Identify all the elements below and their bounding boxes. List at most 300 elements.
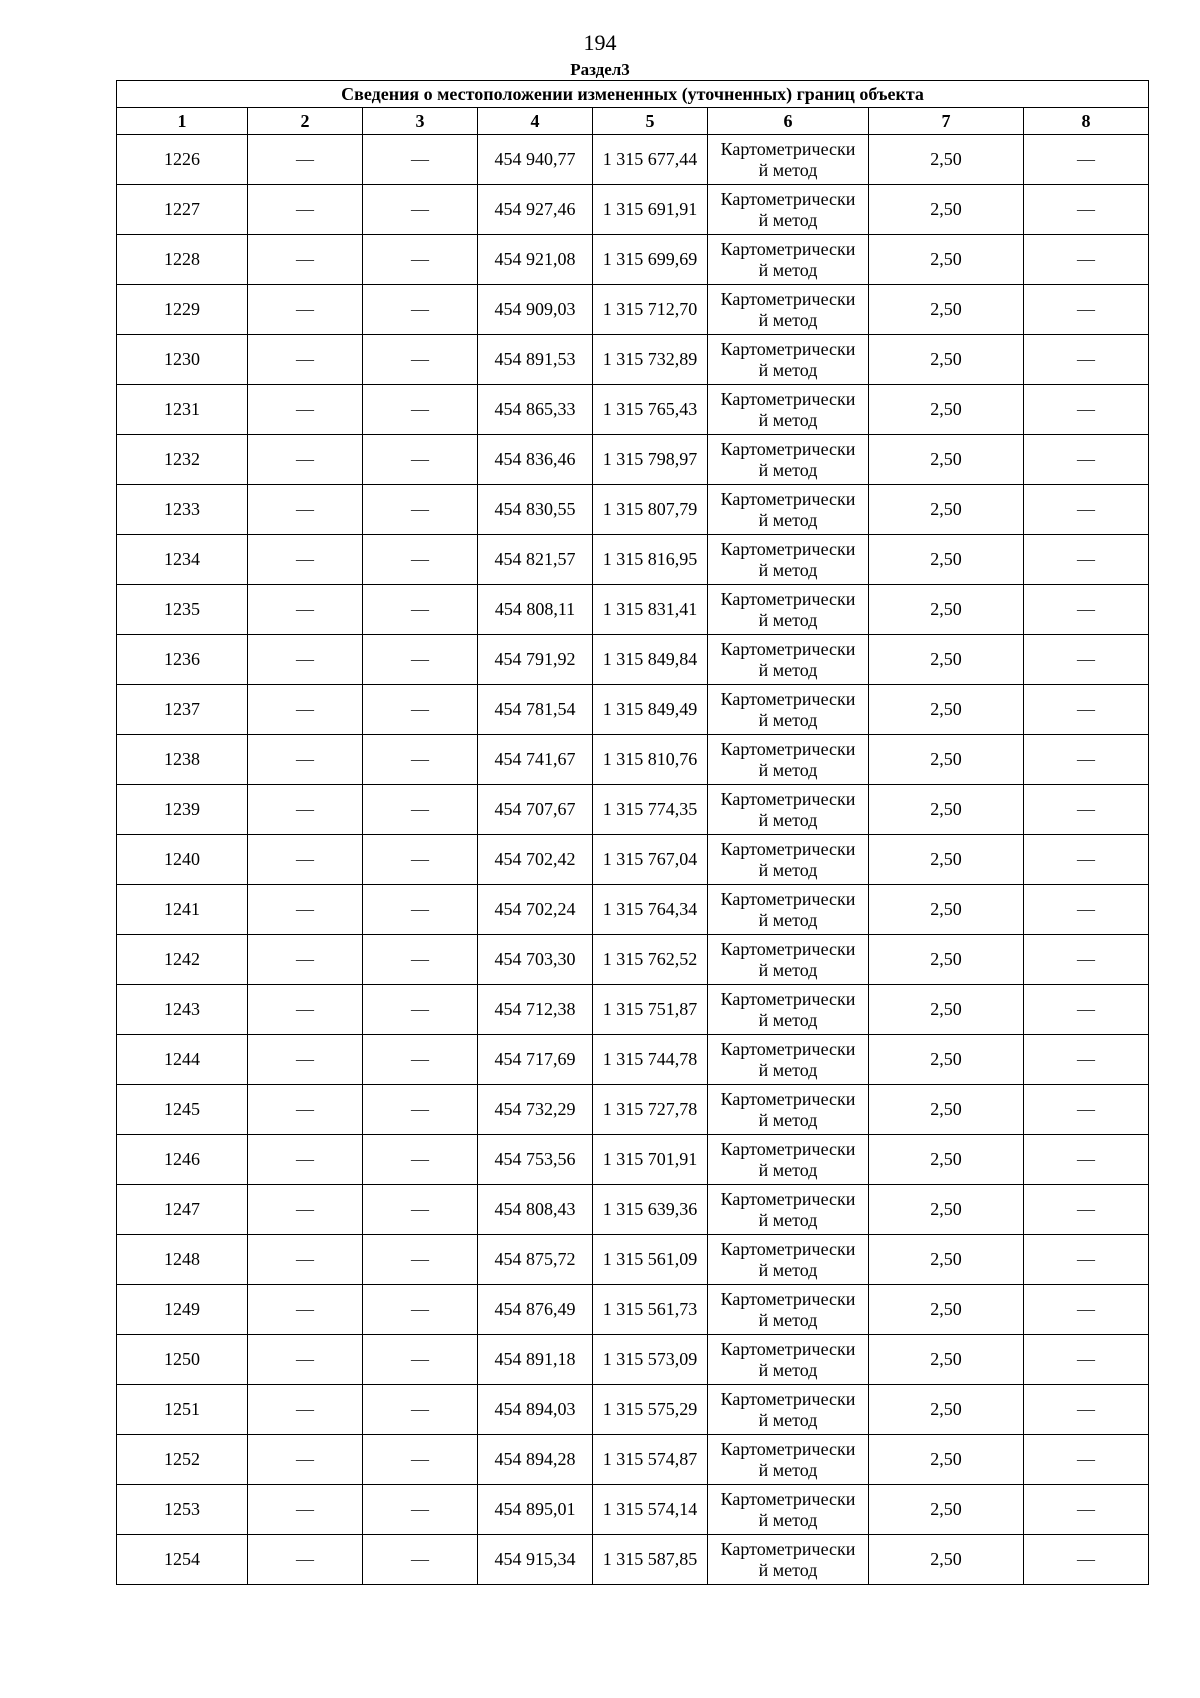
coordinate-y-cell: 1 315 561,09 [593,1235,708,1285]
column-3-cell: — [363,735,478,785]
table-row [117,435,1149,485]
method-line-1: Картометрически [720,838,856,859]
coordinate-x-cell: 454 808,11 [478,585,593,635]
column-number-header: 1 [117,108,248,135]
coordinate-x-cell: 454 753,56 [478,1135,593,1185]
column-8-cell: — [1024,1535,1149,1585]
method-line-1: Картометрически [720,288,856,309]
method-cell [708,585,869,635]
coordinate-x-cell: 454 891,18 [478,1335,593,1385]
table-row [117,1135,1149,1185]
method-cell [708,985,869,1035]
column-2-cell: — [248,1185,363,1235]
coordinate-y-cell: 1 315 744,78 [593,1035,708,1085]
coordinate-x-cell: 454 921,08 [478,235,593,285]
column-2-cell: — [248,985,363,1035]
column-8-cell: — [1024,185,1149,235]
table-row [117,1535,1149,1585]
column-3-cell: — [363,1135,478,1185]
method-cell [708,185,869,235]
column-2-cell: — [248,435,363,485]
column-3-cell: — [363,1035,478,1085]
column-8-cell: — [1024,935,1149,985]
coordinate-x-cell: 454 940,77 [478,135,593,185]
method-line-1: Картометрически [720,938,856,959]
method-line-1: Картометрически [720,438,856,459]
coordinate-x-cell: 454 717,69 [478,1035,593,1085]
column-8-cell: — [1024,1035,1149,1085]
accuracy-cell: 2,50 [869,435,1024,485]
method-line-1: Картометрически [720,1088,856,1109]
coordinate-x-cell: 454 830,55 [478,485,593,535]
coordinate-x-cell: 454 703,30 [478,935,593,985]
method-line-2: й метод [758,259,818,280]
coordinate-y-cell: 1 315 587,85 [593,1535,708,1585]
method-line-2: й метод [758,509,818,530]
method-line-1: Картометрически [720,1038,856,1059]
column-2-cell: — [248,1135,363,1185]
accuracy-cell: 2,50 [869,1485,1024,1535]
coordinate-y-cell: 1 315 691,91 [593,185,708,235]
column-8-cell: — [1024,385,1149,435]
coordinate-x-cell: 454 712,38 [478,985,593,1035]
column-2-cell: — [248,1035,363,1085]
point-number-cell: 1254 [117,1535,248,1585]
table-row [117,235,1149,285]
column-8-cell: — [1024,985,1149,1035]
table-row [117,1085,1149,1135]
method-line-1: Картометрически [720,1288,856,1309]
method-line-1: Картометрически [720,1188,856,1209]
method-cell [708,485,869,535]
column-8-cell: — [1024,485,1149,535]
accuracy-cell: 2,50 [869,785,1024,835]
accuracy-cell: 2,50 [869,935,1024,985]
method-line-1: Картометрически [720,188,856,209]
table-row [117,885,1149,935]
column-3-cell: — [363,1485,478,1535]
method-line-2: й метод [758,1509,818,1530]
coordinate-y-cell: 1 315 774,35 [593,785,708,835]
column-8-cell: — [1024,335,1149,385]
point-number-cell: 1247 [117,1185,248,1235]
column-3-cell: — [363,985,478,1035]
method-cell [708,835,869,885]
column-2-cell: — [248,235,363,285]
method-line-1: Картометрически [720,1438,856,1459]
method-line-2: й метод [758,659,818,680]
column-3-cell: — [363,335,478,385]
accuracy-cell: 2,50 [869,385,1024,435]
column-number-header: 5 [593,108,708,135]
coordinate-x-cell: 454 895,01 [478,1485,593,1535]
method-line-2: й метод [758,1159,818,1180]
column-3-cell: — [363,235,478,285]
point-number-cell: 1246 [117,1135,248,1185]
accuracy-cell: 2,50 [869,185,1024,235]
method-cell [708,285,869,335]
table-row [117,1235,1149,1285]
method-line-2: й метод [758,209,818,230]
coordinate-y-cell: 1 315 765,43 [593,385,708,435]
table-caption: Сведения о местоположении измененных (уточненных) границ объекта [117,81,1149,108]
column-3-cell: — [363,435,478,485]
column-8-cell: — [1024,1385,1149,1435]
coordinate-y-cell: 1 315 639,36 [593,1185,708,1235]
point-number-cell: 1243 [117,985,248,1035]
method-line-1: Картометрически [720,1388,856,1409]
column-8-cell: — [1024,735,1149,785]
column-8-cell: — [1024,285,1149,335]
column-3-cell: — [363,885,478,935]
accuracy-cell: 2,50 [869,485,1024,535]
accuracy-cell: 2,50 [869,1085,1024,1135]
accuracy-cell: 2,50 [869,1385,1024,1435]
method-cell [708,1535,869,1585]
accuracy-cell: 2,50 [869,1235,1024,1285]
method-line-2: й метод [758,1309,818,1330]
coordinate-x-cell: 454 894,03 [478,1385,593,1435]
coordinate-y-cell: 1 315 807,79 [593,485,708,535]
point-number-cell: 1250 [117,1335,248,1385]
point-number-cell: 1239 [117,785,248,835]
method-cell [708,335,869,385]
column-3-cell: — [363,135,478,185]
table-row [117,1485,1149,1535]
table-row [117,635,1149,685]
accuracy-cell: 2,50 [869,885,1024,935]
coordinate-y-cell: 1 315 849,84 [593,635,708,685]
column-3-cell: — [363,1235,478,1285]
method-line-1: Картометрически [720,1338,856,1359]
coordinate-y-cell: 1 315 816,95 [593,535,708,585]
column-3-cell: — [363,385,478,435]
method-line-2: й метод [758,309,818,330]
coordinate-y-cell: 1 315 712,70 [593,285,708,335]
method-line-1: Картометрически [720,388,856,409]
method-line-1: Картометрически [720,638,856,659]
column-number-header: 6 [708,108,869,135]
method-line-1: Картометрически [720,588,856,609]
method-line-2: й метод [758,1559,818,1580]
point-number-cell: 1230 [117,335,248,385]
method-cell [708,685,869,735]
method-cell [708,1285,869,1335]
column-3-cell: — [363,835,478,885]
point-number-cell: 1249 [117,1285,248,1335]
method-line-2: й метод [758,709,818,730]
column-3-cell: — [363,1435,478,1485]
column-2-cell: — [248,1385,363,1435]
method-line-2: й метод [758,1059,818,1080]
column-2-cell: — [248,1485,363,1535]
coordinate-x-cell: 454 865,33 [478,385,593,435]
accuracy-cell: 2,50 [869,1435,1024,1485]
table-row [117,1035,1149,1085]
table-body [117,135,1149,1585]
method-line-1: Картометрически [720,1138,856,1159]
method-cell [708,1335,869,1385]
table-row [117,535,1149,585]
column-3-cell: — [363,685,478,735]
method-line-1: Картометрически [720,688,856,709]
accuracy-cell: 2,50 [869,235,1024,285]
coordinate-y-cell: 1 315 762,52 [593,935,708,985]
method-line-1: Картометрически [720,888,856,909]
column-2-cell: — [248,835,363,885]
coordinate-y-cell: 1 315 849,49 [593,685,708,735]
column-8-cell: — [1024,435,1149,485]
column-2-cell: — [248,885,363,935]
coordinate-y-cell: 1 315 810,76 [593,735,708,785]
method-line-2: й метод [758,1009,818,1030]
method-cell [708,1435,869,1485]
accuracy-cell: 2,50 [869,585,1024,635]
coordinate-x-cell: 454 732,29 [478,1085,593,1135]
column-8-cell: — [1024,135,1149,185]
coordinate-y-cell: 1 315 701,91 [593,1135,708,1185]
method-cell [708,635,869,685]
column-8-cell: — [1024,1085,1149,1135]
accuracy-cell: 2,50 [869,1335,1024,1385]
point-number-cell: 1240 [117,835,248,885]
accuracy-cell: 2,50 [869,835,1024,885]
table-row [117,185,1149,235]
column-2-cell: — [248,1285,363,1335]
column-2-cell: — [248,785,363,835]
coordinate-x-cell: 454 909,03 [478,285,593,335]
column-8-cell: — [1024,835,1149,885]
column-8-cell: — [1024,1185,1149,1235]
method-line-2: й метод [758,959,818,980]
coordinate-y-cell: 1 315 798,97 [593,435,708,485]
coordinate-y-cell: 1 315 831,41 [593,585,708,635]
coordinate-y-cell: 1 315 767,04 [593,835,708,885]
method-cell [708,1385,869,1435]
point-number-cell: 1227 [117,185,248,235]
accuracy-cell: 2,50 [869,1035,1024,1085]
table-row [117,1185,1149,1235]
coordinate-x-cell: 454 927,46 [478,185,593,235]
coordinate-x-cell: 454 781,54 [478,685,593,735]
point-number-cell: 1234 [117,535,248,585]
coordinate-x-cell: 454 915,34 [478,1535,593,1585]
column-2-cell: — [248,385,363,435]
column-number-header: 8 [1024,108,1149,135]
coordinate-x-cell: 454 808,43 [478,1185,593,1235]
method-line-1: Картометрически [720,538,856,559]
table-row [117,735,1149,785]
section-title: Раздел3 [570,60,630,79]
column-number-row [117,108,1149,135]
coordinate-x-cell: 454 791,92 [478,635,593,685]
column-2-cell: — [248,285,363,335]
method-line-2: й метод [758,459,818,480]
method-line-1: Картометрически [720,488,856,509]
table-row [117,685,1149,735]
accuracy-cell: 2,50 [869,1135,1024,1185]
point-number-cell: 1229 [117,285,248,335]
method-line-2: й метод [758,409,818,430]
coordinate-y-cell: 1 315 751,87 [593,985,708,1035]
point-number-cell: 1252 [117,1435,248,1485]
boundary-coordinates-table [116,80,1149,1585]
accuracy-cell: 2,50 [869,135,1024,185]
coordinate-y-cell: 1 315 699,69 [593,235,708,285]
method-line-2: й метод [758,559,818,580]
column-number-header: 3 [363,108,478,135]
method-line-1: Картометрически [720,738,856,759]
column-2-cell: — [248,735,363,785]
method-cell [708,135,869,185]
column-2-cell: — [248,585,363,635]
column-3-cell: — [363,785,478,835]
column-8-cell: — [1024,535,1149,585]
table-row [117,1285,1149,1335]
table-row [117,285,1149,335]
page-number: 194 [583,30,617,55]
coordinate-y-cell: 1 315 727,78 [593,1085,708,1135]
column-3-cell: — [363,1535,478,1585]
column-8-cell: — [1024,585,1149,635]
method-line-2: й метод [758,609,818,630]
column-number-header: 2 [248,108,363,135]
method-line-2: й метод [758,1359,818,1380]
method-cell [708,735,869,785]
column-3-cell: — [363,1285,478,1335]
method-line-2: й метод [758,759,818,780]
point-number-cell: 1244 [117,1035,248,1085]
method-line-2: й метод [758,359,818,380]
coordinate-x-cell: 454 702,24 [478,885,593,935]
point-number-cell: 1238 [117,735,248,785]
column-3-cell: — [363,1335,478,1385]
method-line-2: й метод [758,159,818,180]
coordinate-x-cell: 454 702,42 [478,835,593,885]
coordinate-y-cell: 1 315 573,09 [593,1335,708,1385]
accuracy-cell: 2,50 [869,735,1024,785]
column-number-header: 7 [869,108,1024,135]
coordinate-x-cell: 454 891,53 [478,335,593,385]
method-cell [708,1135,869,1185]
method-line-1: Картометрически [720,138,856,159]
point-number-cell: 1226 [117,135,248,185]
coordinate-y-cell: 1 315 574,87 [593,1435,708,1485]
point-number-cell: 1231 [117,385,248,435]
method-cell [708,935,869,985]
method-line-2: й метод [758,859,818,880]
column-number-header: 4 [478,108,593,135]
accuracy-cell: 2,50 [869,1535,1024,1585]
table-row [117,485,1149,535]
method-cell [708,435,869,485]
coordinate-y-cell: 1 315 764,34 [593,885,708,935]
column-2-cell: — [248,1435,363,1485]
method-line-1: Картометрически [720,1538,856,1559]
column-8-cell: — [1024,1135,1149,1185]
coordinate-x-cell: 454 894,28 [478,1435,593,1485]
method-line-1: Картометрически [720,238,856,259]
method-cell [708,1085,869,1135]
coordinate-x-cell: 454 876,49 [478,1285,593,1335]
column-2-cell: — [248,485,363,535]
column-2-cell: — [248,1085,363,1135]
accuracy-cell: 2,50 [869,285,1024,335]
column-2-cell: — [248,935,363,985]
accuracy-cell: 2,50 [869,1285,1024,1335]
column-8-cell: — [1024,785,1149,835]
method-line-1: Картометрически [720,988,856,1009]
method-cell [708,885,869,935]
column-8-cell: — [1024,1335,1149,1385]
method-line-2: й метод [758,1459,818,1480]
method-line-1: Картометрически [720,338,856,359]
point-number-cell: 1233 [117,485,248,535]
column-3-cell: — [363,1085,478,1135]
table-row [117,935,1149,985]
method-cell [708,385,869,435]
column-3-cell: — [363,635,478,685]
column-8-cell: — [1024,885,1149,935]
table-row [117,785,1149,835]
column-8-cell: — [1024,1285,1149,1335]
accuracy-cell: 2,50 [869,635,1024,685]
accuracy-cell: 2,50 [869,535,1024,585]
method-line-1: Картометрически [720,1238,856,1259]
coordinate-x-cell: 454 821,57 [478,535,593,585]
table-row [117,135,1149,185]
point-number-cell: 1253 [117,1485,248,1535]
method-line-2: й метод [758,1109,818,1130]
column-2-cell: — [248,135,363,185]
column-8-cell: — [1024,235,1149,285]
point-number-cell: 1241 [117,885,248,935]
column-8-cell: — [1024,1435,1149,1485]
column-8-cell: — [1024,685,1149,735]
column-2-cell: — [248,635,363,685]
coordinate-x-cell: 454 875,72 [478,1235,593,1285]
coordinate-y-cell: 1 315 561,73 [593,1285,708,1335]
method-line-2: й метод [758,1209,818,1230]
column-3-cell: — [363,285,478,335]
method-line-2: й метод [758,809,818,830]
method-cell [708,1235,869,1285]
column-3-cell: — [363,535,478,585]
column-3-cell: — [363,1185,478,1235]
method-cell [708,1035,869,1085]
point-number-cell: 1237 [117,685,248,735]
column-2-cell: — [248,1335,363,1385]
coordinate-x-cell: 454 707,67 [478,785,593,835]
column-3-cell: — [363,585,478,635]
column-2-cell: — [248,535,363,585]
column-8-cell: — [1024,1485,1149,1535]
method-line-1: Картометрически [720,1488,856,1509]
point-number-cell: 1242 [117,935,248,985]
table-row [117,985,1149,1035]
method-cell [708,1185,869,1235]
column-3-cell: — [363,935,478,985]
method-cell [708,235,869,285]
table-row [117,1385,1149,1435]
point-number-cell: 1232 [117,435,248,485]
coordinate-y-cell: 1 315 732,89 [593,335,708,385]
accuracy-cell: 2,50 [869,685,1024,735]
table-row [117,335,1149,385]
coordinate-y-cell: 1 315 574,14 [593,1485,708,1535]
table-row [117,1435,1149,1485]
point-number-cell: 1228 [117,235,248,285]
